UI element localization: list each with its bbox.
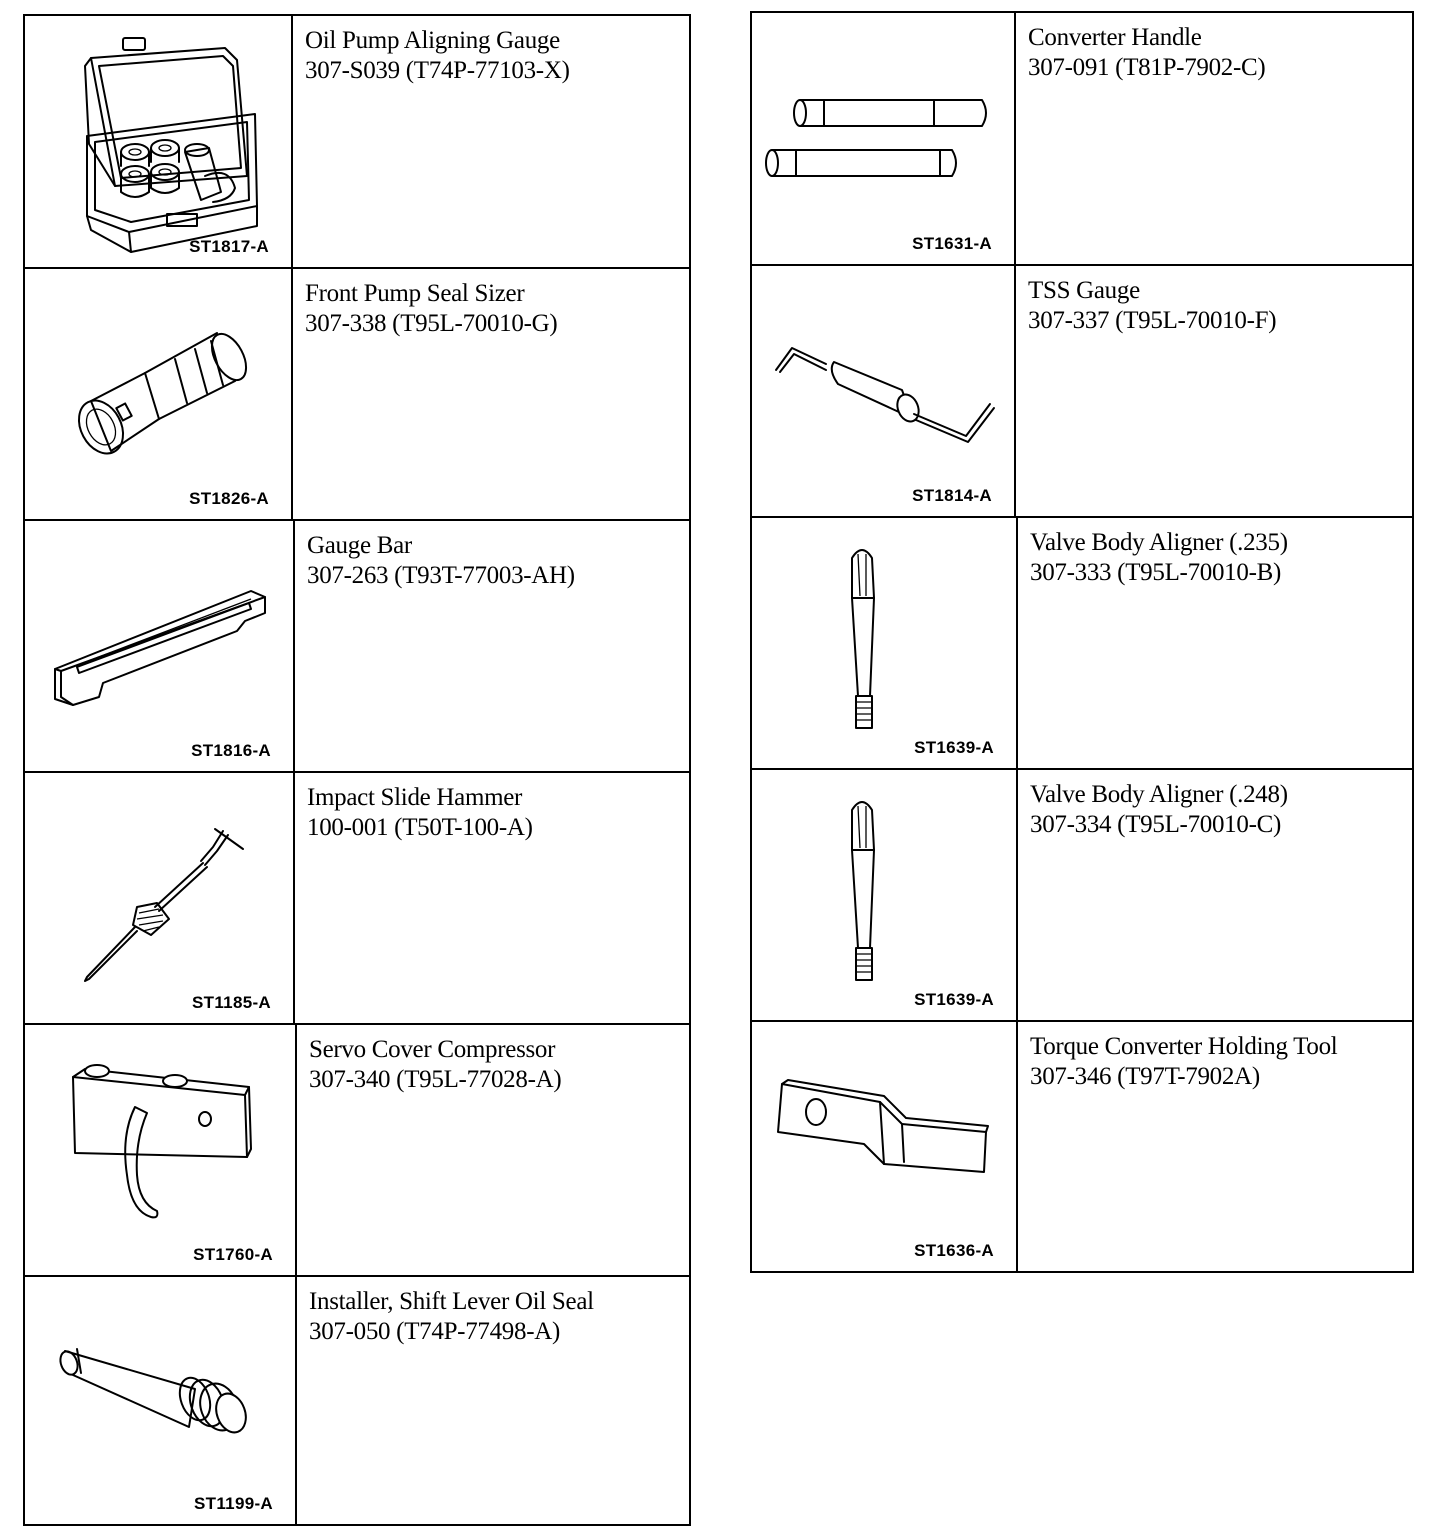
tool-number: 307-091 (T81P-7902-C)	[1028, 54, 1266, 81]
tool-name: Installer, Shift Lever Oil Seal	[309, 1288, 594, 1315]
tool-row	[752, 518, 1412, 770]
tool-illustration	[752, 266, 1016, 516]
tool-row	[25, 1025, 689, 1277]
tool-code: ST1814-A	[912, 486, 992, 505]
tool-name: Oil Pump Aligning Gauge	[305, 27, 560, 54]
tool-description	[297, 1277, 689, 1524]
tool-illustration	[25, 521, 295, 771]
gauge-bar-icon	[25, 521, 293, 771]
tool-illustration	[25, 773, 295, 1023]
tool-illustration	[25, 1277, 297, 1524]
tool-name: Front Pump Seal Sizer	[305, 280, 525, 307]
tool-row	[752, 770, 1412, 1022]
tool-name: Valve Body Aligner (.235)	[1030, 529, 1288, 556]
tool-illustration	[752, 770, 1018, 1020]
valve-body-aligner-icon	[752, 518, 1016, 768]
tool-name: Valve Body Aligner (.248)	[1030, 781, 1288, 808]
tool-row	[25, 1277, 689, 1524]
holding-tool-icon	[752, 1022, 1016, 1269]
tool-description	[295, 521, 689, 771]
tool-description	[293, 269, 689, 519]
tool-code: ST1185-A	[192, 993, 271, 1012]
tool-number: 307-S039 (T74P-77103-X)	[305, 57, 570, 84]
tool-code: ST1639-A	[914, 990, 994, 1009]
tool-code: ST1631-A	[912, 234, 992, 253]
tool-number: 100-001 (T50T-100-A)	[307, 814, 533, 841]
tool-description	[1016, 13, 1412, 264]
valve-body-aligner-icon	[752, 770, 1016, 1020]
tool-description	[1018, 518, 1412, 768]
tool-number: 307-334 (T95L-70010-C)	[1030, 811, 1281, 838]
tool-code: ST1760-A	[193, 1245, 273, 1264]
tool-number: 307-263 (T93T-77003-AH)	[307, 562, 575, 589]
tool-number: 307-340 (T95L-77028-A)	[309, 1066, 562, 1093]
tool-number: 307-338 (T95L-70010-G)	[305, 310, 558, 337]
tool-description	[297, 1025, 689, 1275]
tool-illustration	[25, 1025, 297, 1275]
tool-illustration	[752, 1022, 1018, 1271]
tool-name: Torque Converter Holding Tool	[1030, 1033, 1338, 1060]
left-tool-table	[23, 14, 691, 1526]
tool-number: 307-050 (T74P-77498-A)	[309, 1318, 561, 1345]
slide-hammer-icon	[25, 773, 293, 1023]
tool-number: 307-337 (T95L-70010-F)	[1028, 307, 1277, 334]
tool-row	[752, 13, 1412, 266]
tool-code: ST1816-A	[191, 741, 271, 760]
right-tool-table	[750, 11, 1414, 1273]
tool-description	[1016, 266, 1412, 516]
tool-description	[1018, 1022, 1412, 1271]
tool-name: Servo Cover Compressor	[309, 1036, 556, 1063]
tool-description	[295, 773, 689, 1023]
tool-illustration	[25, 269, 293, 519]
tool-name: Converter Handle	[1028, 24, 1202, 51]
tool-illustration	[25, 16, 293, 267]
tool-number: 307-333 (T95L-70010-B)	[1030, 559, 1281, 586]
tool-code: ST1199-A	[194, 1494, 273, 1513]
servo-compressor-icon	[25, 1025, 295, 1275]
tool-row	[25, 269, 689, 521]
seal-sizer-icon	[25, 269, 291, 519]
tool-case-icon	[25, 16, 291, 267]
tool-number: 307-346 (T97T-7902A)	[1030, 1063, 1260, 1090]
tool-name: TSS Gauge	[1028, 277, 1140, 304]
tool-name: Gauge Bar	[307, 532, 412, 559]
tool-row	[752, 1022, 1412, 1271]
tool-code: ST1636-A	[914, 1241, 994, 1260]
seal-installer-icon	[25, 1277, 295, 1522]
tool-row	[25, 521, 689, 773]
tool-code: ST1826-A	[189, 489, 269, 508]
converter-handle-icon	[752, 13, 1014, 264]
tss-gauge-icon	[752, 266, 1014, 516]
tool-illustration	[752, 13, 1016, 264]
tool-description	[1018, 770, 1412, 1020]
tool-illustration	[752, 518, 1018, 768]
tool-name: Impact Slide Hammer	[307, 784, 523, 811]
tool-row	[25, 16, 689, 269]
tool-description	[293, 16, 689, 267]
tool-code: ST1639-A	[914, 738, 994, 757]
tool-row	[752, 266, 1412, 518]
tool-row	[25, 773, 689, 1025]
tool-code: ST1817-A	[189, 237, 269, 256]
